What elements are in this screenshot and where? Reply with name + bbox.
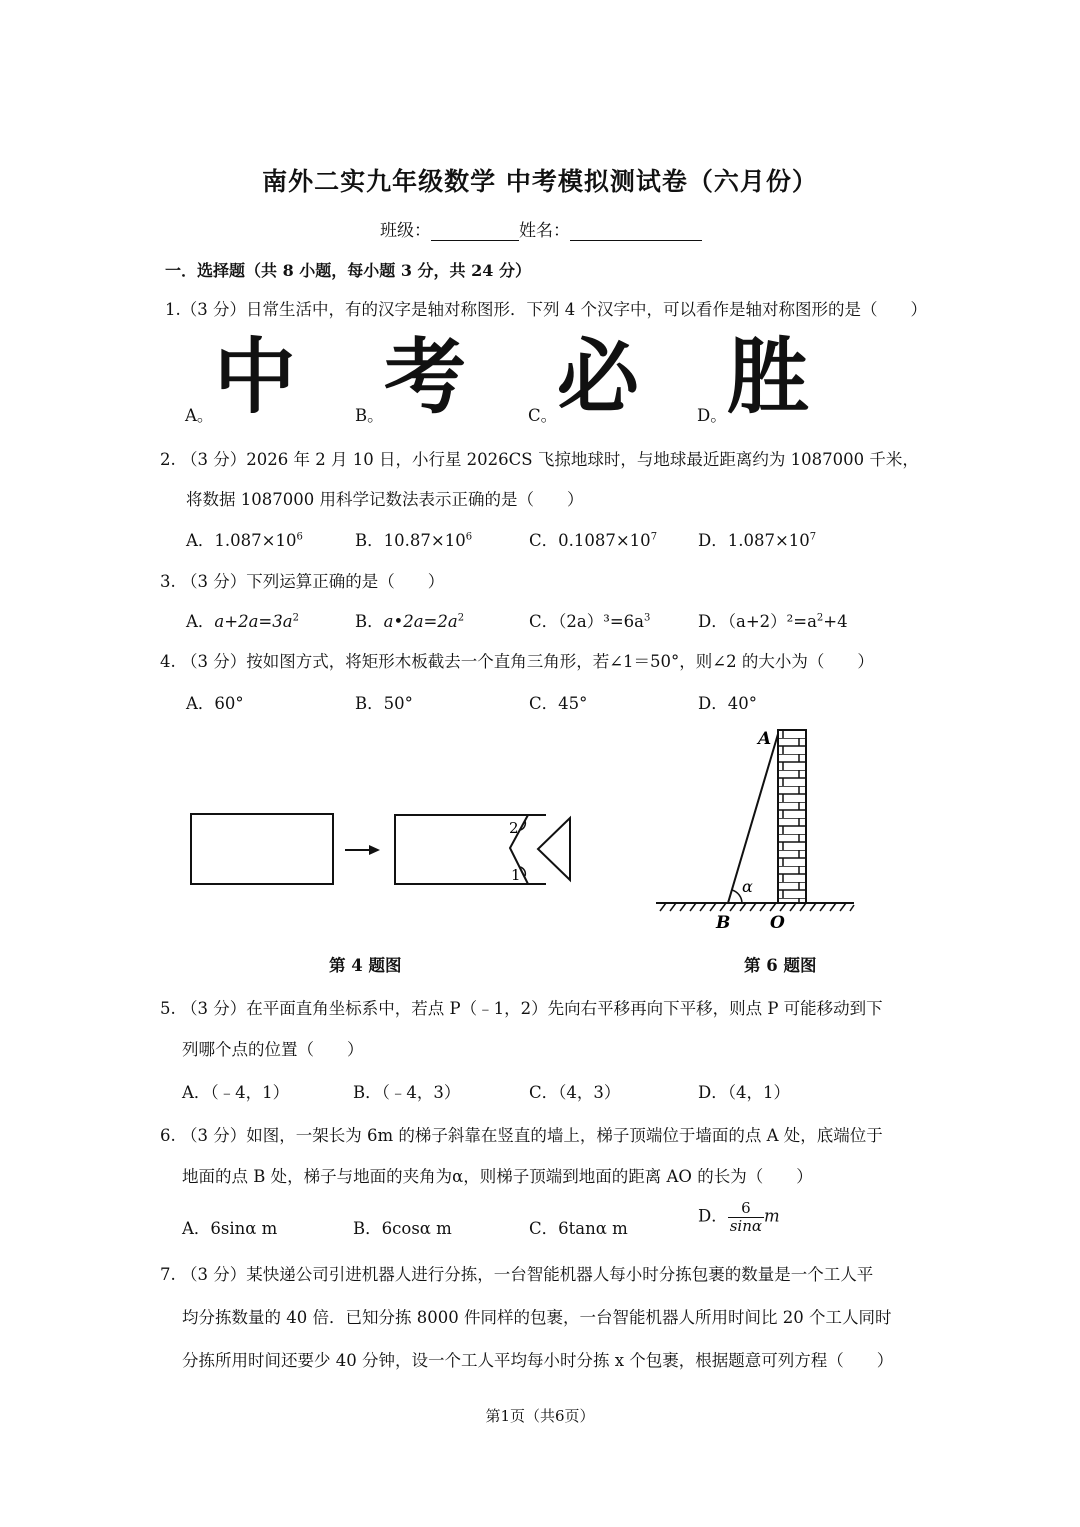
question-4-stem: 4. （3 分）按如图方式，将矩形木板截去一个直角三角形，若∠1＝50°，则∠2 的大小为（ ） (160, 652, 874, 671)
brick-wall (778, 730, 806, 903)
q3-option-c: C．$(2a)^3=6a^3$ (529, 612, 651, 631)
q5-option-b: B．（﹣4，3） (353, 1083, 461, 1102)
ground-hatching (660, 903, 854, 911)
figure-4-diagram (180, 800, 590, 900)
point-o-label: O (770, 913, 785, 933)
q2-option-a: A．$1.087\times 10^6$ (186, 531, 303, 550)
alpha-arc (732, 890, 742, 903)
question-2-line-2: 将数据 1087000 用科学记数法表示正确的是（ ） (186, 490, 584, 509)
q5-option-c: C．（4，3） (529, 1083, 621, 1102)
section-heading: 一．选择题（共 8 小题，每小题 3 分，共 24 分） (165, 261, 531, 280)
cut-board (395, 815, 546, 884)
ladder (728, 734, 778, 903)
q6-option-d: D． $\frac{6}{\sin\alpha}$ m (698, 1199, 780, 1235)
q6-option-d-fraction: $\frac{6}{\sin\alpha}$ (729, 1199, 763, 1235)
q1-option-b-char: 考 (384, 330, 467, 425)
angle-1-label: 1 (511, 866, 521, 884)
question-6-line-1: 6. （3 分）如图，一架长为 6m 的梯子斜靠在竖直的墙上，梯子顶端位于墙面的点 A 处，底端位于 (160, 1126, 883, 1145)
arrow-head (369, 845, 380, 855)
original-rectangle (191, 814, 333, 884)
q1-option-d-char: 胜 (727, 330, 810, 425)
question-5-line-2: 列哪个点的位置（ ） (182, 1040, 364, 1059)
class-label: 班级： (380, 221, 431, 241)
point-a-label: A (758, 729, 772, 749)
figure-6-diagram (650, 722, 860, 937)
q1-option-d-label: D。 (697, 406, 727, 425)
q2-option-c: C．$0.1087\times 10^7$ (529, 531, 658, 550)
removed-triangle (538, 818, 570, 880)
question-7-line-2: 均分拣数量的 40 倍．已知分拣 8000 件同样的包裹，一台智能机器人所用时间比 20 个工人同时 (182, 1308, 892, 1327)
q6-option-b: B．6cosα m (353, 1219, 452, 1238)
q4-option-d: D．40° (698, 694, 757, 713)
figure-6-caption: 第 6 题图 (744, 956, 817, 975)
q3-option-a: A．$a+2a=3a^2$ (186, 612, 299, 631)
q5-option-d: D．（4，1） (698, 1083, 790, 1102)
q4-option-c: C．45° (529, 694, 588, 713)
page-footer: 第1页（共6页） (485, 1407, 595, 1425)
q1-option-a-label: A。 (185, 406, 214, 425)
figure-4-caption: 第 4 题图 (329, 956, 402, 975)
question-6-line-2: 地面的点 B 处，梯子与地面的夹角为α，则梯子顶端到地面的距离 AO 的长为（ ） (182, 1167, 813, 1186)
point-b-label: B (716, 913, 731, 933)
question-3-stem: 3. （3 分）下列运算正确的是（ ） (160, 572, 445, 591)
q4-option-b: B．50° (355, 694, 413, 713)
name-label: 姓名： (519, 221, 570, 241)
name-blank[interactable] (570, 222, 702, 241)
angle-2-label: 2 (509, 819, 519, 837)
q1-option-c-label: C。 (528, 406, 558, 425)
q1-option-b-label: B。 (355, 406, 384, 425)
q2-option-b: B．$10.87\times 10^6$ (355, 531, 473, 550)
question-7-line-3: 分拣所用时间还要少 40 分钟，设一个工人平均每小时分拣 x 个包裹，根据题意可列方程（ ） (182, 1351, 894, 1370)
question-5-line-1: 5. （3 分）在平面直角坐标系中，若点 P（﹣1，2）先向右平移再向下平移，则点 P 可能移动到下 (160, 999, 883, 1018)
q2-option-d: D．$1.087\times 10^7$ (698, 531, 817, 550)
q5-option-a: A．（﹣4，1） (182, 1083, 290, 1102)
q6-option-c: C．6tanα m (529, 1219, 628, 1238)
class-blank[interactable] (431, 222, 519, 241)
q1-option-c-char: 必 (557, 330, 640, 425)
question-1-stem: 1.（3 分）日常生活中，有的汉字是轴对称图形．下列 4 个汉字中，可以看作是轴对称图形的是（ ） (165, 300, 927, 319)
alpha-label: α (742, 877, 753, 896)
q6-option-a: A．6sinα m (182, 1219, 278, 1238)
question-2-line-1: 2. （3 分）2026 年 2 月 10 日，小行星 2026CS 飞掠地球时，与地球最近距离约为 1087000 千米， (160, 450, 919, 469)
q3-option-d: D．$(a+2)^2=a^2+4$ (698, 612, 848, 631)
q1-option-a-char: 中 (214, 330, 297, 425)
question-7-line-1: 7. （3 分）某快递公司引进机器人进行分拣，一台智能机器人每小时分拣包裹的数量是一个工人平 (160, 1265, 874, 1284)
q3-option-b: B．$a•2a=2a^2$ (355, 612, 465, 631)
student-info-line (380, 216, 702, 241)
page-title: 南外二实九年级数学 中考模拟测试卷（六月份） (262, 167, 818, 196)
q4-option-a: A．60° (186, 694, 244, 713)
